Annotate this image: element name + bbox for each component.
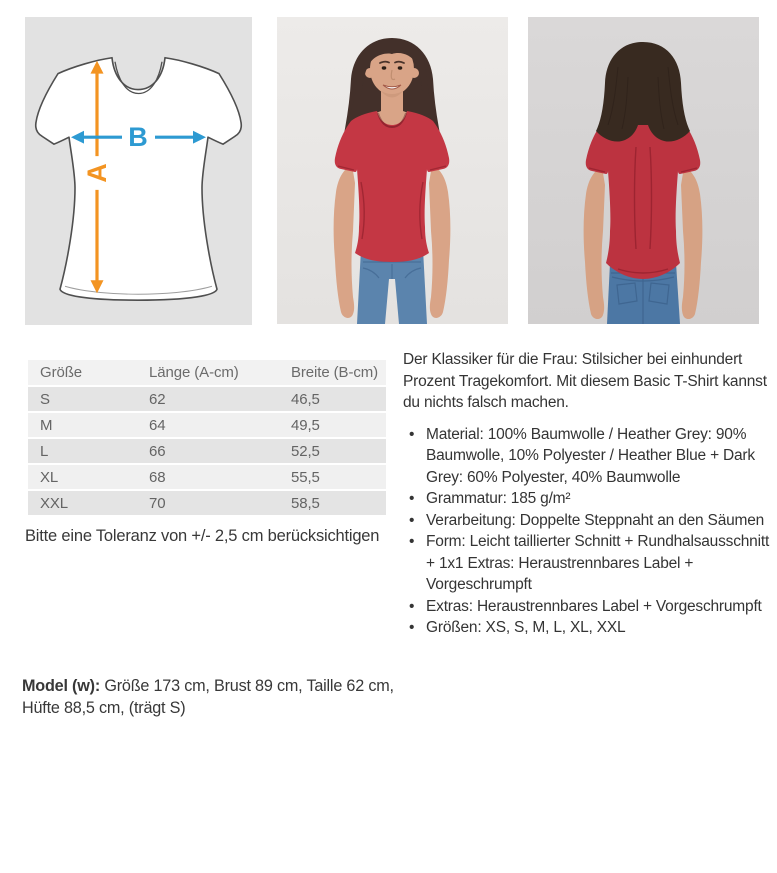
model-front-graphic <box>277 17 508 324</box>
size-table <box>28 358 386 517</box>
header-width: Breite (B-cm) <box>279 360 386 385</box>
table-row <box>28 413 386 437</box>
size-diagram-graphic <box>25 17 252 325</box>
model-front-photo <box>277 17 508 324</box>
measurement-b-label: B <box>128 122 148 153</box>
model-info-label: Model (w): <box>22 677 101 695</box>
cell-size: XL <box>28 465 137 489</box>
feature-item-verarbeitung <box>403 510 771 532</box>
size-diagram-image <box>25 17 252 325</box>
feature-list <box>403 424 771 639</box>
feature-text: Grammatur: 185 g/m² <box>426 490 571 507</box>
feature-item-groessen <box>403 617 771 639</box>
tolerance-note: Bitte eine Toleranz von +/- 2,5 cm berücksichtigen <box>25 527 380 545</box>
product-description <box>403 349 771 639</box>
feature-item-material <box>403 424 771 489</box>
model-back-graphic <box>528 17 759 324</box>
table-row <box>28 491 386 515</box>
feature-text: Größen: XS, S, M, L, XL, XXL <box>426 619 626 636</box>
feature-text: Material: 100% Baumwolle / Heather Grey: 90% Baumwolle, 10% Polyester / Heather Blue + Dark Grey: 60% Polyester, 40% Baumwolle <box>426 425 755 486</box>
table-row <box>28 465 386 489</box>
model-info-text: Größe 173 cm, Brust 89 cm, Taille 62 cm, Hüfte 88,5 cm, (trägt S) <box>22 677 394 717</box>
cell-size: L <box>28 439 137 463</box>
model-back-photo <box>528 17 759 324</box>
cell-length: 62 <box>137 387 279 411</box>
cell-width: 49,5 <box>279 413 386 437</box>
table-row <box>28 439 386 463</box>
feature-item-form <box>403 531 771 596</box>
header-length: Länge (A-cm) <box>137 360 279 385</box>
cell-width: 58,5 <box>279 491 386 515</box>
cell-size: XXL <box>28 491 137 515</box>
header-size: Größe <box>28 360 137 385</box>
model-info <box>22 675 400 719</box>
cell-width: 52,5 <box>279 439 386 463</box>
cell-length: 66 <box>137 439 279 463</box>
feature-text: Form: Leicht taillierter Schnitt + Rundhalsausschnitt + 1x1 Extras: Heraustrennbares Label + Vorgeschrumpft <box>426 533 770 593</box>
description-intro: Der Klassiker für die Frau: Stilsicher bei einhundert Prozent Tragekomfort. Mit diesem Basic T-Shirt kannst du nichts falsch machen. <box>403 351 767 411</box>
cell-size: S <box>28 387 137 411</box>
cell-length: 64 <box>137 413 279 437</box>
cell-width: 55,5 <box>279 465 386 489</box>
feature-text: Verarbeitung: Doppelte Steppnaht an den Säumen <box>426 511 765 529</box>
feature-item-grammatur <box>403 488 771 510</box>
cell-length: 70 <box>137 491 279 515</box>
cell-size: M <box>28 413 137 437</box>
cell-width: 46,5 <box>279 387 386 411</box>
size-table-header-row <box>28 360 386 385</box>
feature-item-extras <box>403 596 771 618</box>
cell-length: 68 <box>137 465 279 489</box>
measurement-a-label: A <box>81 163 113 183</box>
feature-text: Extras: Heraustrennbares Label + Vorgeschrumpft <box>426 597 762 615</box>
table-row <box>28 387 386 411</box>
